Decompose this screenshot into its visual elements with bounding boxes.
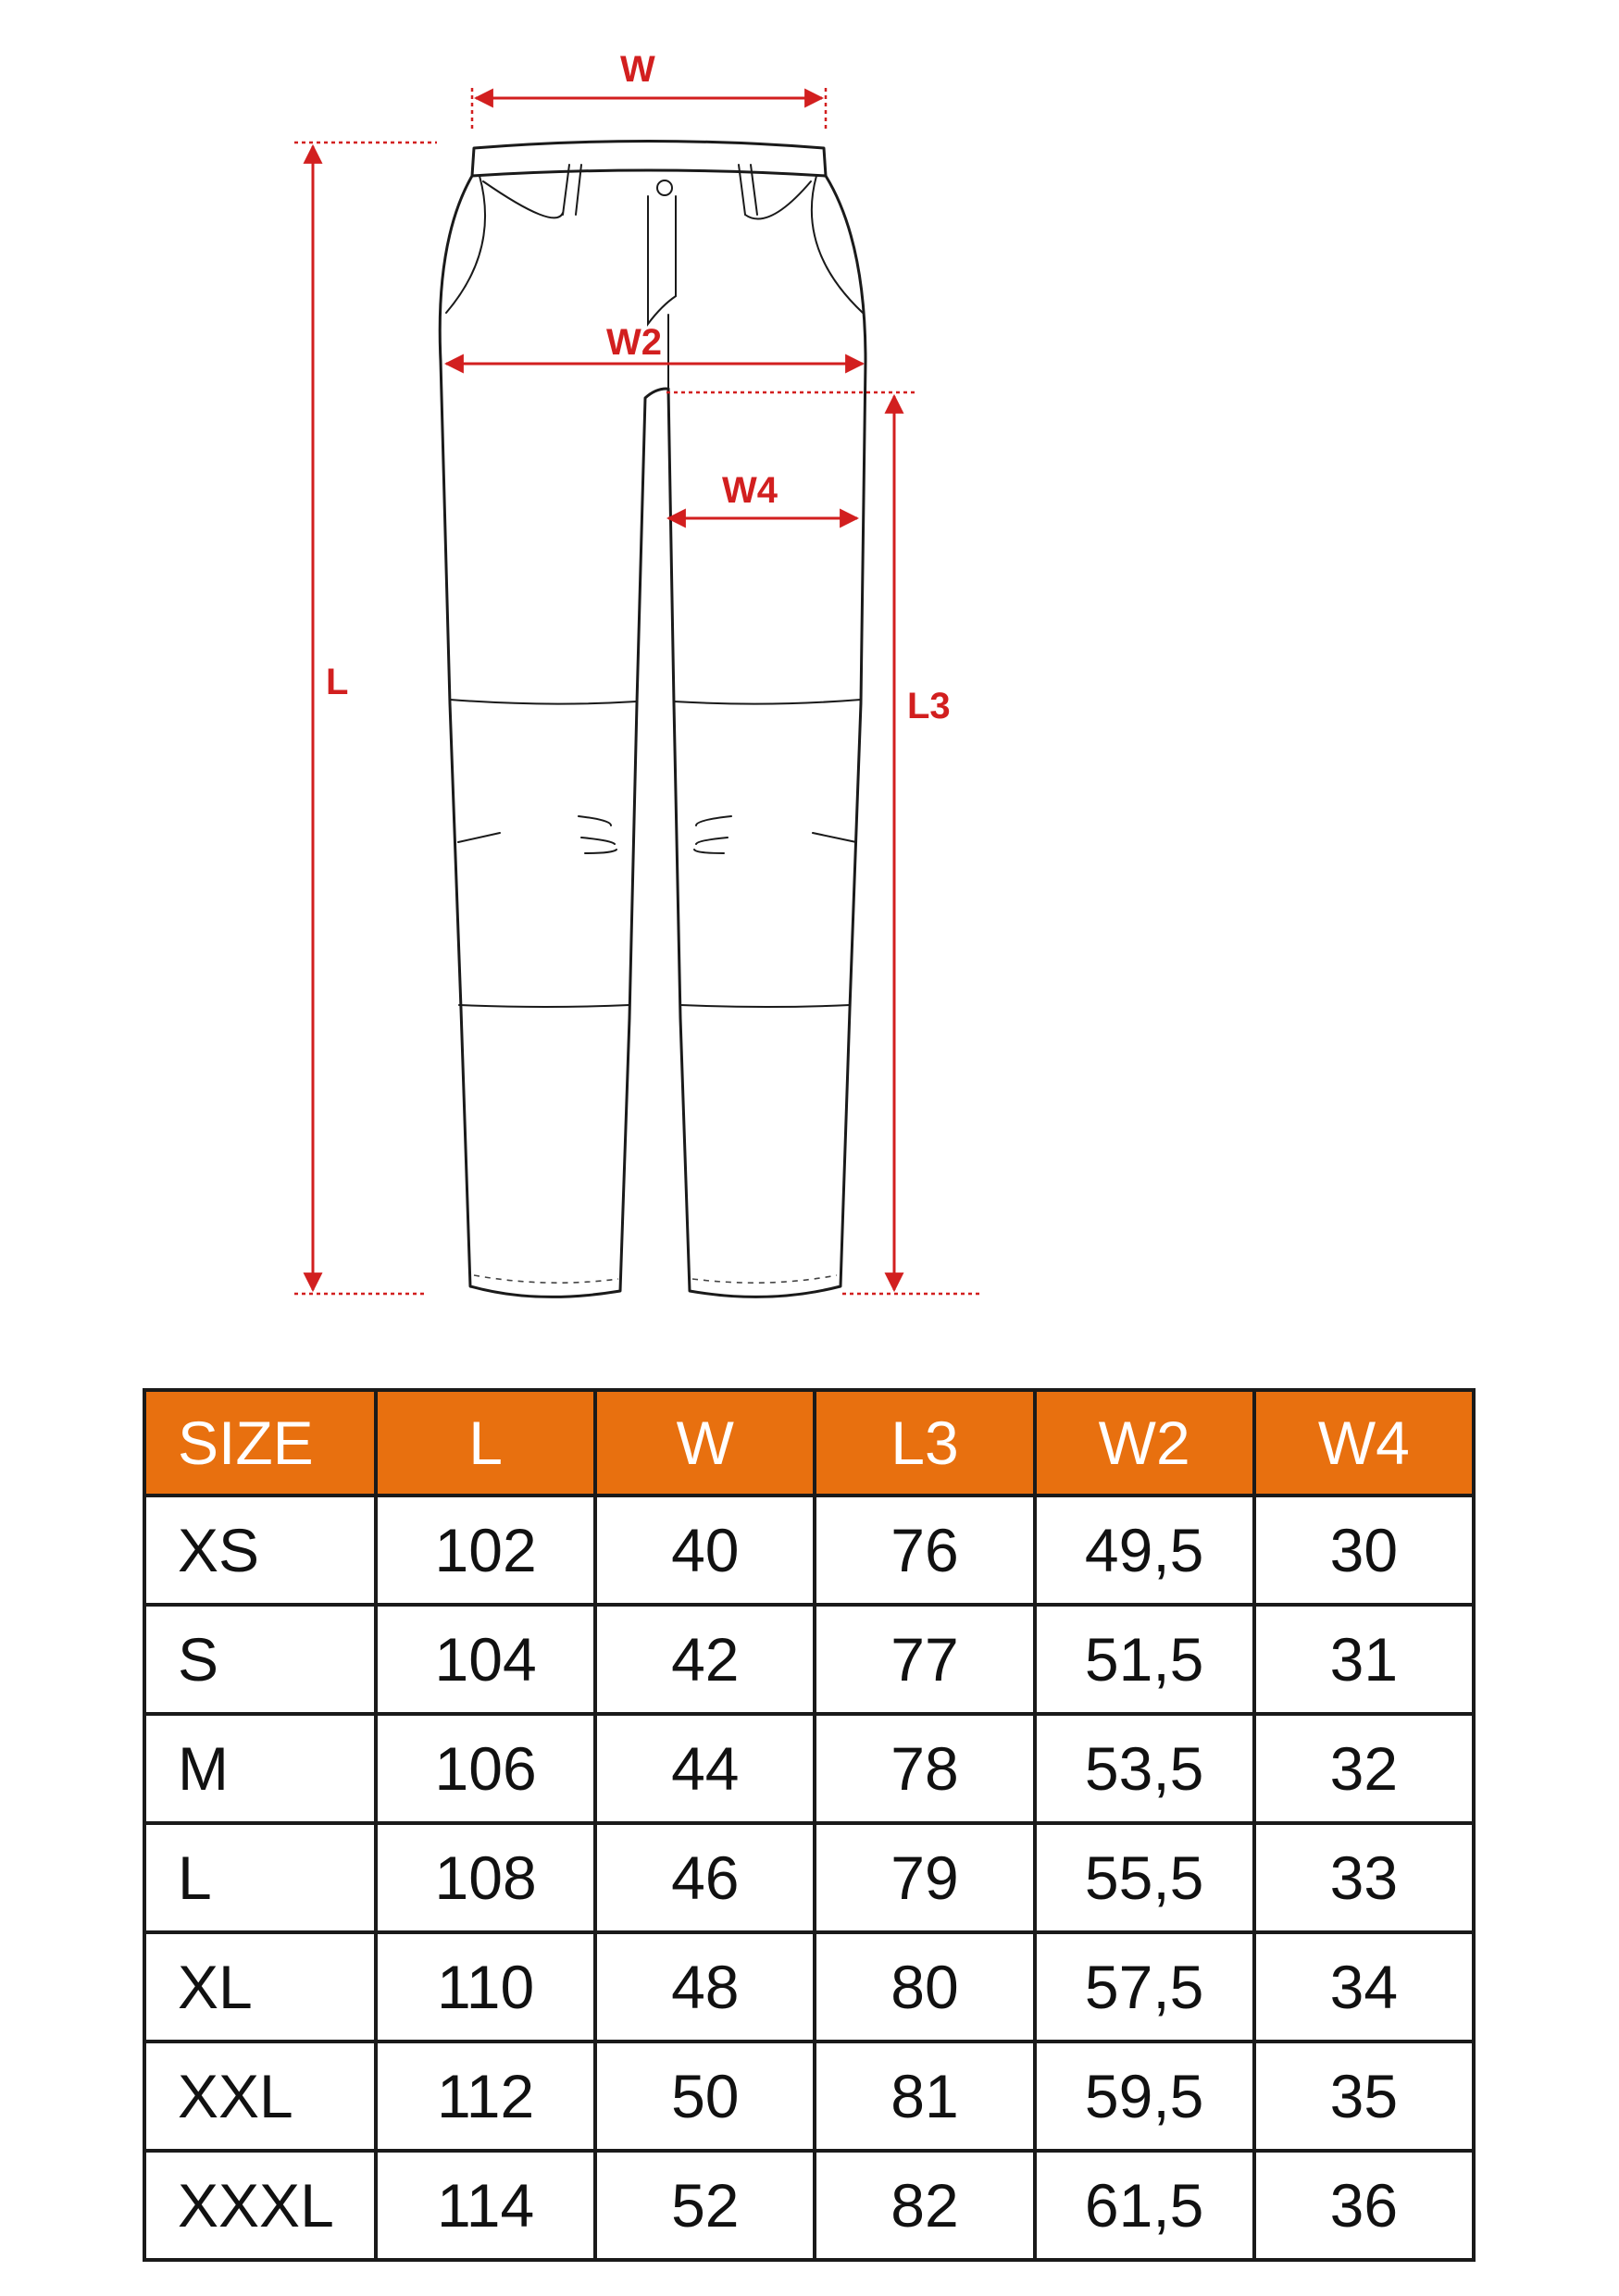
header-size: SIZE <box>144 1390 376 1496</box>
table-row <box>144 2042 1474 2151</box>
cell-w4: 34 <box>1254 1932 1474 2042</box>
cell-l: 108 <box>376 1823 595 1932</box>
header-l: L <box>376 1390 595 1496</box>
dimension-w2 <box>446 322 863 364</box>
label-l3: L3 <box>907 686 951 726</box>
dimension-l3 <box>666 392 983 1294</box>
cell-l: 114 <box>376 2151 595 2260</box>
cell-w: 40 <box>595 1496 815 1605</box>
cell-size: S <box>144 1605 376 1714</box>
cell-l: 112 <box>376 2042 595 2151</box>
table-row <box>144 1496 1474 1605</box>
cell-w2: 55,5 <box>1035 1823 1254 1932</box>
table-header-row <box>144 1390 1474 1496</box>
cell-l: 102 <box>376 1496 595 1605</box>
cell-w: 50 <box>595 2042 815 2151</box>
table-row <box>144 1714 1474 1823</box>
label-w4: W4 <box>722 470 778 511</box>
cell-w2: 57,5 <box>1035 1932 1254 2042</box>
table-row <box>144 1932 1474 2042</box>
cell-size: XXL <box>144 2042 376 2151</box>
cell-l: 104 <box>376 1605 595 1714</box>
table-row <box>144 1823 1474 1932</box>
cell-w4: 36 <box>1254 2151 1474 2260</box>
header-w2: W2 <box>1035 1390 1254 1496</box>
table-row <box>144 1605 1474 1714</box>
cell-w2: 59,5 <box>1035 2042 1254 2151</box>
cell-size: XS <box>144 1496 376 1605</box>
cell-w: 52 <box>595 2151 815 2260</box>
dimension-w4 <box>668 470 857 518</box>
label-w: W <box>620 49 655 90</box>
cell-size: XL <box>144 1932 376 2042</box>
cell-l3: 81 <box>815 2042 1034 2151</box>
label-l: L <box>326 662 349 702</box>
label-w2: W2 <box>606 322 662 363</box>
cell-w4: 35 <box>1254 2042 1474 2151</box>
cell-w2: 51,5 <box>1035 1605 1254 1714</box>
size-chart-table <box>143 1388 1476 2262</box>
header-l3: L3 <box>815 1390 1034 1496</box>
cell-w: 46 <box>595 1823 815 1932</box>
cell-w4: 30 <box>1254 1496 1474 1605</box>
cell-w2: 49,5 <box>1035 1496 1254 1605</box>
dimension-l <box>294 143 437 1294</box>
header-w4: W4 <box>1254 1390 1474 1496</box>
cell-w: 48 <box>595 1932 815 2042</box>
cell-size: M <box>144 1714 376 1823</box>
cell-l3: 78 <box>815 1714 1034 1823</box>
cell-size: XXXL <box>144 2151 376 2260</box>
header-w: W <box>595 1390 815 1496</box>
cell-l3: 82 <box>815 2151 1034 2260</box>
cell-w4: 31 <box>1254 1605 1474 1714</box>
cell-l3: 76 <box>815 1496 1034 1605</box>
cell-w: 42 <box>595 1605 815 1714</box>
dimension-w <box>472 49 826 130</box>
cell-l3: 80 <box>815 1932 1034 2042</box>
cell-w2: 61,5 <box>1035 2151 1254 2260</box>
table-row <box>144 2151 1474 2260</box>
cell-l: 106 <box>376 1714 595 1823</box>
cell-size: L <box>144 1823 376 1932</box>
cell-l3: 79 <box>815 1823 1034 1932</box>
trousers-outline <box>440 142 866 1297</box>
cell-l3: 77 <box>815 1605 1034 1714</box>
cell-l: 110 <box>376 1932 595 2042</box>
cell-w: 44 <box>595 1714 815 1823</box>
cell-w2: 53,5 <box>1035 1714 1254 1823</box>
cell-w4: 32 <box>1254 1714 1474 1823</box>
cell-w4: 33 <box>1254 1823 1474 1932</box>
